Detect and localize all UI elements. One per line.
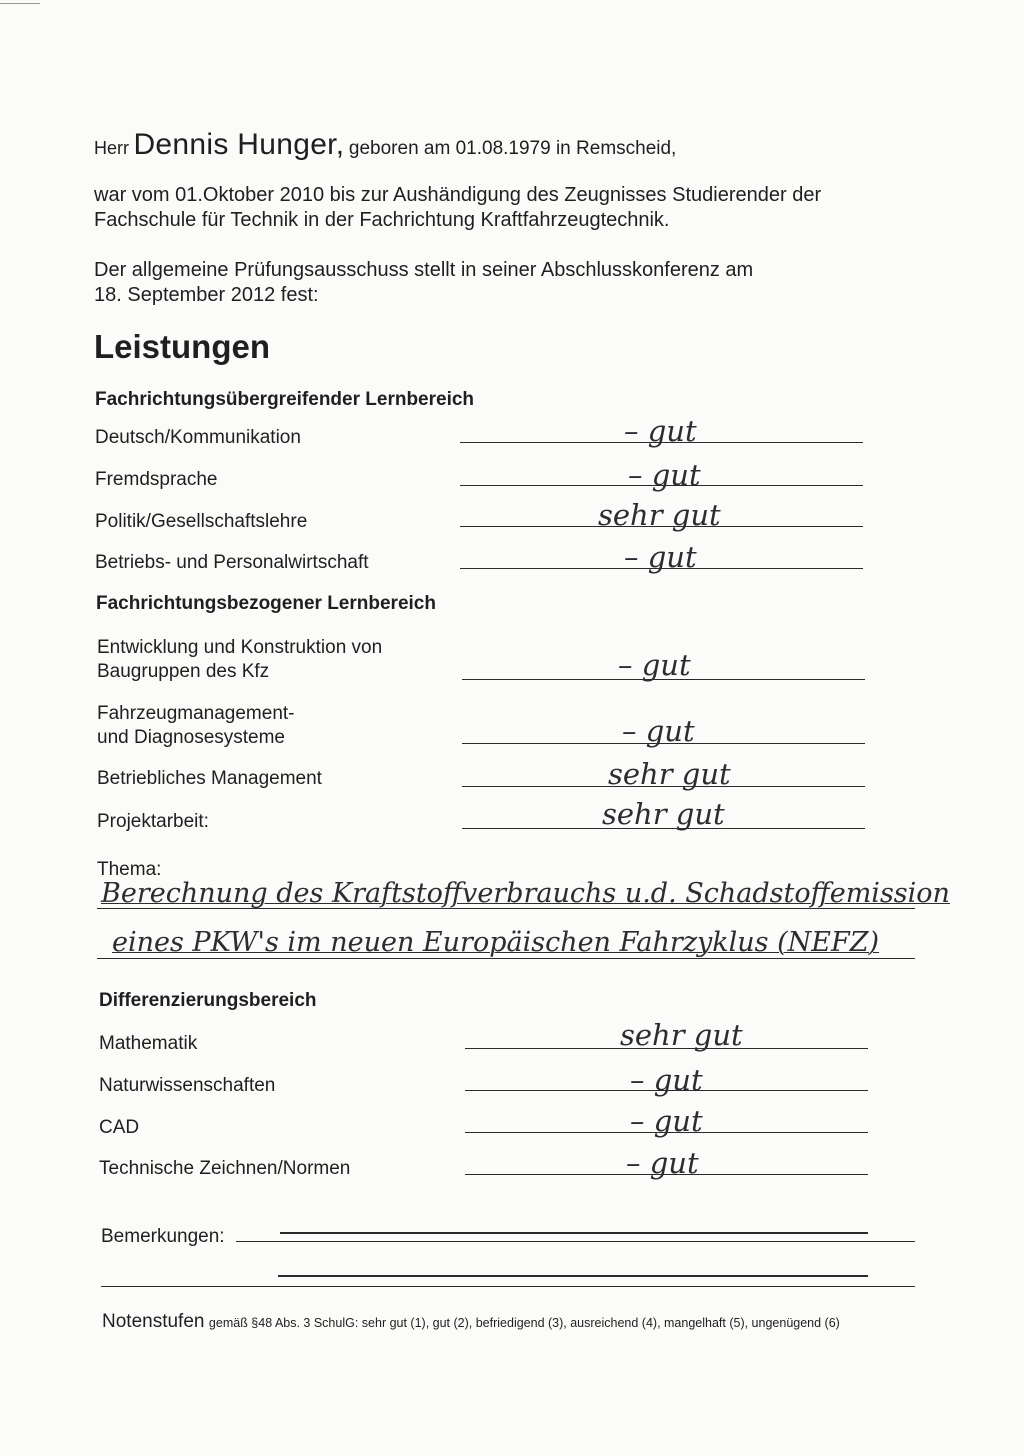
person-line <box>94 128 676 162</box>
remarks-label: Bemerkungen: <box>101 1226 225 1247</box>
grade-scale-text: gemäß §48 Abs. 3 SchulG: sehr gut (1), gut (2), befriedigend (3), ausreichend (4), mangelhaft (5), ungenügend (6) <box>208 1316 840 1330</box>
section-heading-bezogen: Fachrichtungsbezogener Lernbereich <box>96 593 436 614</box>
subject-mathematik: Mathematik <box>99 1033 198 1054</box>
subject-entwicklung-line2: Baugruppen des Kfz <box>97 661 270 682</box>
section-heading-uebergreifend: Fachrichtungsübergreifender Lernbereich <box>95 389 475 410</box>
remarks-line-1 <box>236 1241 915 1242</box>
subject-cad: CAD <box>99 1117 140 1138</box>
subject-fremdsprache: Fremdsprache <box>95 469 218 490</box>
grade-betriebs-personal: – gut <box>624 540 697 574</box>
thema-line-2 <box>97 958 915 959</box>
subject-politik: Politik/Gesellschaftslehre <box>95 511 308 532</box>
birth-info: geboren am 01.08.1979 in Remscheid, <box>348 138 677 159</box>
grade-technisches-zeichnen: – gut <box>626 1146 699 1180</box>
grade-cad: – gut <box>630 1104 703 1138</box>
grade-entwicklung: – gut <box>618 648 691 682</box>
page-title: Leistungen <box>94 328 271 365</box>
salutation: Herr <box>94 138 129 158</box>
grade-scale-footer <box>102 1311 840 1333</box>
subject-fahrzeugmanagement-line1: Fahrzeugmanagement- <box>97 703 295 724</box>
subject-betriebliches-management: Betriebliches Management <box>97 768 322 789</box>
intro-line-4: 18. September 2012 fest: <box>94 284 319 306</box>
grade-scale-label: Notenstufen <box>102 1311 205 1332</box>
intro-line-1: war vom 01.Oktober 2010 bis zur Aushändigung des Zeugnisses Studierender der <box>94 184 822 206</box>
person-name: Dennis Hunger, <box>133 128 345 161</box>
grade-politik: sehr gut <box>598 498 721 532</box>
grade-fremdsprache: – gut <box>628 458 701 492</box>
subject-naturwissenschaften: Naturwissenschaften <box>99 1075 276 1096</box>
intro-line-2: Fachschule für Technik in der Fachrichtung Kraftfahrzeugtechnik. <box>94 209 670 231</box>
subject-projektarbeit: Projektarbeit: <box>97 811 209 832</box>
subject-technisches-zeichnen: Technische Zeichnen/Normen <box>99 1158 351 1179</box>
grade-mathematik: sehr gut <box>620 1018 743 1052</box>
remarks-strike-2 <box>278 1275 868 1277</box>
grade-betriebliches-management: sehr gut <box>608 757 731 791</box>
grade-naturwissenschaften: – gut <box>630 1063 703 1097</box>
scan-edge-line <box>0 3 40 4</box>
grade-projektarbeit: sehr gut <box>602 797 725 831</box>
thema-text-2: eines PKW's im neuen Europäischen Fahrzyklus (NEFZ) <box>112 927 880 958</box>
subject-deutsch: Deutsch/Kommunikation <box>95 427 301 448</box>
remarks-line-2 <box>101 1286 915 1287</box>
thema-label: Thema: <box>97 859 162 880</box>
subject-fahrzeugmanagement-line2: und Diagnosesysteme <box>97 727 285 748</box>
thema-text-1: Berechnung des Kraftstoffverbrauchs u.d. Schadstoffemission <box>101 878 950 909</box>
subject-betriebs-personal: Betriebs- und Personalwirtschaft <box>95 552 369 573</box>
remarks-strike-1 <box>280 1232 868 1234</box>
section-heading-differenzierung: Differenzierungsbereich <box>99 990 317 1011</box>
grade-deutsch: – gut <box>624 414 697 448</box>
grade-fahrzeugmanagement: – gut <box>622 714 695 748</box>
subject-entwicklung-line1: Entwicklung und Konstruktion von <box>97 637 383 658</box>
intro-line-3: Der allgemeine Prüfungsausschuss stellt in seiner Abschlusskonferenz am <box>94 259 754 281</box>
